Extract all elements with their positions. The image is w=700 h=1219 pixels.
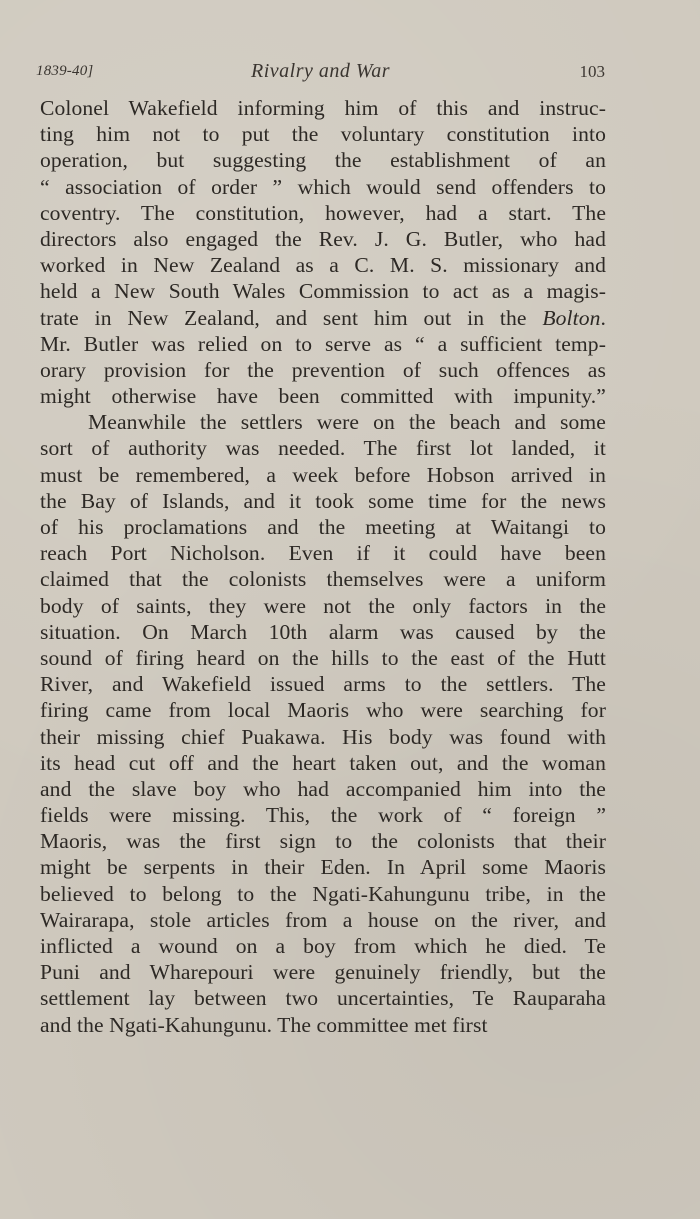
text-line: believed to belong to the Ngati-Kahungunu tribe, in the bbox=[40, 881, 606, 906]
text-line: settlement lay between two uncertainties, Te Rauparaha bbox=[40, 986, 606, 1011]
text-line: might otherwise have been committed with impunity.” bbox=[40, 384, 606, 409]
text-line: Wairarapa, stole articles from a house on the river, and bbox=[40, 907, 606, 932]
text-line bbox=[40, 305, 606, 331]
text-line: worked in New Zealand as a C. M. S. missionary and bbox=[40, 253, 606, 278]
text-line: ting him not to put the voluntary constitution into bbox=[40, 122, 606, 147]
text-line: the Bay of Islands, and it took some time for the news bbox=[40, 488, 606, 513]
text-line: Mr. Butler was relied on to serve as “ a sufficient temp- bbox=[40, 331, 606, 356]
text-line: claimed that the colonists themselves were a uniform bbox=[40, 567, 606, 592]
text-line: its head cut off and the heart taken out, and the woman bbox=[40, 750, 606, 775]
header-chapter-title: Rivalry and War bbox=[251, 60, 390, 82]
body-text bbox=[40, 95, 606, 1038]
text-line: their missing chief Puakawa. His body was found with bbox=[40, 724, 606, 749]
text-line: and the Ngati-Kahungunu. The committee met first bbox=[40, 1012, 488, 1037]
text-line: directors also engaged the Rev. J. G. Butler, who had bbox=[40, 226, 606, 251]
text-line: firing came from local Maoris who were searching for bbox=[40, 698, 606, 723]
text-line: Colonel Wakefield informing him of this and instruc- bbox=[40, 96, 606, 120]
header-date-range: 1839-40] bbox=[36, 63, 94, 79]
running-header bbox=[36, 60, 605, 84]
text-line: Maoris, was the first sign to the colonists that their bbox=[40, 829, 606, 854]
text-line: Puni and Wharepouri were genuinely friendly, but the bbox=[40, 960, 606, 985]
ship-name-italic: Bolton bbox=[542, 305, 601, 330]
text-line: coventry. The constitution, however, had a start. The bbox=[40, 200, 606, 225]
text-line: Meanwhile the settlers were on the beach and some bbox=[88, 410, 606, 435]
text-line: fields were missing. This, the work of “ foreign ” bbox=[40, 803, 606, 828]
text-line: body of saints, they were not the only factors in the bbox=[40, 593, 606, 618]
text-line: situation. On March 10th alarm was caused by the bbox=[40, 619, 606, 644]
text-line: operation, but suggesting the establishment of an bbox=[40, 148, 606, 173]
text-line: and the slave boy who had accompanied him into the bbox=[40, 776, 606, 801]
text-line: “ association of order ” which would send offenders to bbox=[40, 174, 606, 199]
text-line: River, and Wakefield issued arms to the settlers. The bbox=[40, 672, 606, 697]
text-line: sort of authority was needed. The first lot landed, it bbox=[40, 436, 606, 461]
text-line: inflicted a wound on a boy from which he died. Te bbox=[40, 934, 606, 958]
text-line: reach Port Nicholson. Even if it could have been bbox=[40, 541, 606, 566]
text-line: held a New South Wales Commission to act as a magis- bbox=[40, 279, 606, 304]
text-segment: . bbox=[600, 305, 606, 330]
text-line: might be serpents in their Eden. In April some Maoris bbox=[40, 855, 606, 880]
text-line: must be remembered, a week before Hobson arrived in bbox=[40, 462, 606, 487]
text-line: of his proclamations and the meeting at Waitangi to bbox=[40, 515, 606, 539]
text-line: sound of firing heard on the hills to the east of the Hutt bbox=[40, 645, 606, 670]
text-segment: trate in New Zealand, and sent him out in the bbox=[40, 305, 543, 330]
text-line: orary provision for the prevention of such offences as bbox=[40, 357, 606, 382]
page-number: 103 bbox=[579, 62, 605, 81]
